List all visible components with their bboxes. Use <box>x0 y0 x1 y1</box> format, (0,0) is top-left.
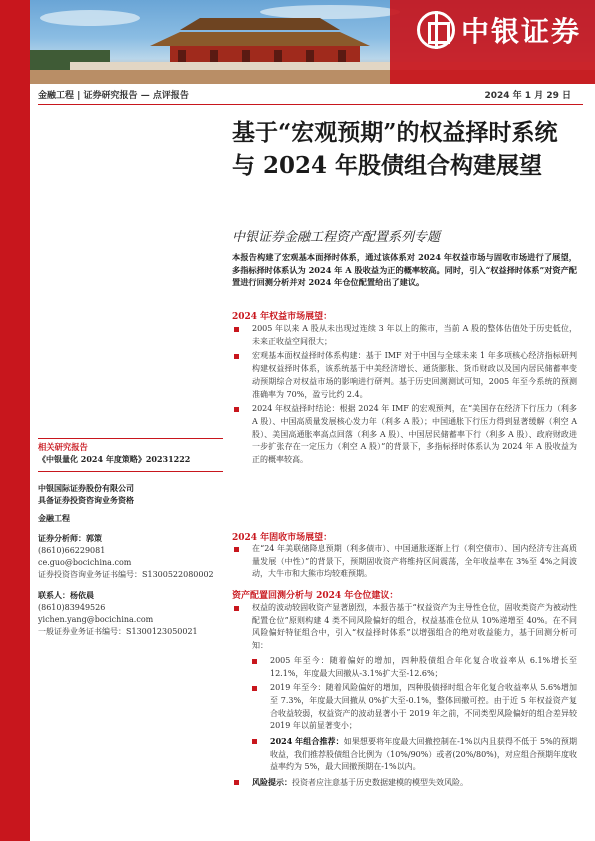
bullet-square-icon <box>234 780 239 785</box>
bullet-square-icon <box>234 606 239 611</box>
bullet-text: 在“24 年美联储降息预期（利多债市）、中国通胀逐渐上行（利空债市）、国内经济专注高质量发展（中性）”的背景下，预期固收资产将维持区间震荡，全年收益率在 3%至 4%之间波动，大牛市和大熊市均较难预期。 <box>252 544 577 579</box>
brand-logo <box>417 10 581 50</box>
related-reports-heading: 相关研究报告 <box>38 442 88 452</box>
section-heading-fixed-income: 2024 年固收市场展望： <box>232 533 333 543</box>
bullet-square-icon <box>252 686 257 691</box>
report-abstract: 本报告构建了宏观基本面择时体系，通过该体系对 2024 年权益市场与固收市场进行了展望，多指标择时体系认为 2024 年 A 股收益为正的概率较高。同时，引入“权益择时体系”对资产配置进行回测分析并对 2024 年仓位配置给出了建议。 <box>232 252 577 287</box>
company-qualification: 具备证券投资咨询业务资格 <box>38 495 134 505</box>
report-info-line <box>38 88 583 102</box>
header-banner <box>30 0 595 84</box>
bullet-square-icon <box>234 354 239 359</box>
bullet-square-icon <box>234 327 239 332</box>
fixed-income-bullets <box>232 543 577 581</box>
analyst-name: 郭策 <box>86 533 102 543</box>
section-heading-equity: 2024 年权益市场展望： <box>232 312 333 322</box>
bullet-square-icon <box>252 739 257 744</box>
contact-cert: 一般证券业务证书编号：S1300123050021 <box>38 627 198 636</box>
analyst-phone: (8610)66229081 <box>38 546 106 555</box>
brand-name: 中银证券 <box>460 15 581 48</box>
bullet-item <box>232 323 577 348</box>
report-title: 基于“宏观预期”的权益择时系统与 2024 年股债组合构建展望 <box>232 119 558 179</box>
section-heading-allocation: 资产配置回测分析与 2024 年仓位建议： <box>232 591 399 601</box>
contact-name: 杨依晨 <box>70 590 94 600</box>
bullet-lead: 风险提示： <box>252 777 292 788</box>
company-name: 中银国际证券股份有限公司 <box>38 483 134 493</box>
bullet-text: 2019 年至今：随着风险偏好的增加，四种股债择时组合年化复合收益率从 5.6%增加至 7.3%，年度最大回撤从 0%扩大至-0.1%，整体回撤可控。由于近 5 年权益资产复合收益较弱，权益资产的波动显著小于 2019 年之前，不同类型风险偏好的组合差异较 2019 年以前显著变小； <box>270 683 577 731</box>
sidebar-divider <box>38 438 223 439</box>
bullet-item <box>232 403 577 467</box>
analyst-email[interactable]: ce.guo@bocichina.com <box>38 558 132 567</box>
report-date: 2024 年 1 月 29 日 <box>484 91 571 101</box>
related-report-item: 《中银量化 2024 年度策略》20231222 <box>38 454 191 464</box>
bullet-text: 宏观基本面权益择时体系构建：基于 IMF 对于中国与全球未来 1 年多项核心经济指标研判构建权益择时体系，该系统基于中美经济增长、通货膨胀、货币财政以及国内居民储蓄率变动预期综合对权益市场的影响进行研判。基于历史回测测试可知，2005 年至今系统的预测准确率为 70%，盈亏比约 2.4。 <box>252 351 577 399</box>
analyst-cert: 证券投资咨询业务证书编号：S1300522080002 <box>38 570 214 579</box>
department: 金融工程 <box>38 513 70 523</box>
contact-line <box>38 589 223 602</box>
bullet-item <box>250 655 577 680</box>
bullet-item <box>232 776 577 790</box>
left-accent-bar <box>0 0 30 841</box>
bullet-text: 2005 年至今：随着偏好的增加，四种股债组合年化复合收益率从 6.1%增长至 12.1%，年度最大回撤从-3.1%扩大至-12.6%； <box>270 655 577 678</box>
report-subtitle: 中银证券金融工程资产配置系列专题 <box>232 230 441 245</box>
boc-logo-icon <box>417 11 455 49</box>
contact-label: 联系人： <box>38 590 70 600</box>
bullet-square-icon <box>234 407 239 412</box>
sidebar <box>38 438 223 638</box>
sidebar-divider <box>38 471 223 472</box>
header-divider <box>38 104 583 105</box>
bullet-text: 如果想要将年度最大回撤控制在-1%以内且获得不低于 5%的预期收益，我们推荐股债组合比例为（10%/90%）或者(20%/80%)，对应组合预期年度收益率约为 5%，最大回撤预期在-1%以内。 <box>270 737 577 772</box>
allocation-bullets <box>232 602 577 790</box>
contact-email[interactable]: yichen.yang@bocichina.com <box>38 615 154 624</box>
analyst-line <box>38 532 223 545</box>
bullet-lead: 2024 年组合推荐： <box>270 736 344 747</box>
bullet-text: 2005 年以来 A 股从未出现过连续 3 年以上的熊市，当前 A 股的整体估值处于历史低位，未来正收益空间很大； <box>252 324 577 346</box>
bullet-square-icon <box>252 659 257 664</box>
bullet-item <box>250 682 577 733</box>
bullet-item <box>232 543 577 581</box>
bullet-item <box>250 735 577 774</box>
bullet-text: 2024 年权益择时结论：根据 2024 年 IMF 的宏观预判，在“美国存在经济下行压力（利多 A 股）、中国高质量发展核心发力年（利多 A 股）；中国通胀下行压力得到显著缓解（利空 A 股）、美国高通胀率高点回落（利多 A 股）、中国居民储蓄率下行（利多 A 股）、政府财政进一步扩张存在一定压力（利空 A 股）”的背景下，多指标择时体系认为 2024 年 A 股收益为正的概率较高。 <box>252 404 577 465</box>
contact-phone: (8610)83949526 <box>38 603 106 612</box>
report-category: 金融工程 | 证券研究报告 — 点评报告 <box>38 91 189 101</box>
bullet-text: 投资者应注意基于历史数据建模的模型失效风险。 <box>292 778 468 788</box>
analyst-label: 证券分析师： <box>38 533 86 543</box>
bullet-square-icon <box>234 547 239 552</box>
bullet-item <box>232 350 577 401</box>
bullet-item <box>232 602 577 653</box>
equity-bullets <box>232 323 577 467</box>
bullet-text: 权益的波动较固收资产显著剧烈，本报告基于“权益资产为主导性仓位，固收类资产为被动性配置仓位”原则构建 4 类不同风险偏好的组合，权益基准仓位从 10%递增至 40%。在不同风险偏好特征组合中，引入“权益择时体系”以增强组合的绝对收益能力，基于回测分析可知： <box>252 603 577 651</box>
